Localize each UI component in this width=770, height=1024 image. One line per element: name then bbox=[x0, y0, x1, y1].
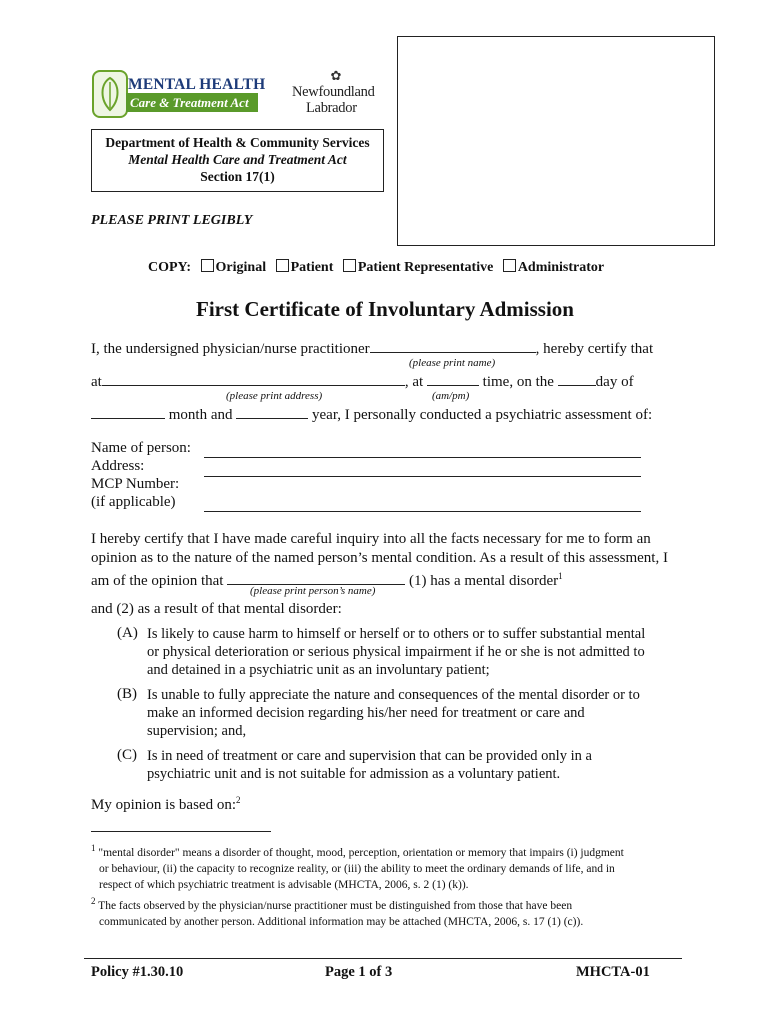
footer-divider bbox=[84, 958, 682, 959]
mental-health-act-logo bbox=[92, 70, 266, 116]
certify-text: year, I personally conducted a psychiatric assessment of: bbox=[312, 407, 653, 423]
logo-text-line2: Care & Treatment Act bbox=[126, 93, 258, 112]
practitioner-name-field[interactable] bbox=[370, 339, 536, 353]
item-c bbox=[147, 747, 677, 783]
certify-text: at bbox=[91, 374, 102, 390]
pitcher-plant-icon: ✿ bbox=[330, 68, 342, 83]
address-field[interactable] bbox=[102, 372, 405, 386]
day-field[interactable] bbox=[558, 372, 596, 386]
footnote-ref-1: 1 bbox=[558, 571, 563, 581]
certify-text: day of bbox=[595, 374, 634, 390]
checkbox-patient-representative[interactable] bbox=[343, 259, 356, 272]
mcp-label: MCP Number: bbox=[91, 476, 180, 492]
footnote-ref-2: 2 bbox=[236, 795, 241, 805]
opinion-line-1: I hereby certify that I have made careful inquiry into all the facts necessary for me to form an bbox=[91, 531, 651, 547]
copy-label: COPY: bbox=[148, 260, 192, 275]
item-a bbox=[147, 625, 677, 679]
opinion-basis bbox=[91, 791, 681, 815]
form-title: First Certificate of Involuntary Admission bbox=[196, 297, 574, 321]
opinion-text: am of the opinion that bbox=[91, 573, 224, 589]
certify-text: , at bbox=[404, 374, 424, 390]
item-b-line: make an informed decision regarding his/her need for treatment or care and bbox=[147, 705, 585, 721]
certify-line-3 bbox=[91, 405, 652, 424]
hint-ampm: (am/pm) bbox=[432, 390, 470, 402]
footnote-2 bbox=[91, 893, 691, 930]
address-label: Address: bbox=[91, 458, 145, 474]
certify-text: month and bbox=[168, 407, 233, 423]
province-logo-line2: Labrador bbox=[306, 100, 357, 116]
person-name-field[interactable] bbox=[204, 457, 641, 458]
opinion-line-2: opinion as to the nature of the named person’s mental condition. As a result of this assessment, I bbox=[91, 549, 668, 566]
leaf-icon bbox=[92, 70, 128, 118]
copy-option-administrator: Administrator bbox=[517, 260, 605, 275]
province-logo bbox=[292, 68, 382, 114]
item-b-line: supervision; and, bbox=[147, 723, 247, 739]
certify-text: , hereby certify that bbox=[535, 341, 654, 357]
item-b bbox=[147, 686, 677, 740]
page-number: Page 1 of 3 bbox=[325, 964, 393, 980]
opinion-basis-text: My opinion is based on: bbox=[91, 797, 236, 813]
certify-line-1 bbox=[91, 339, 653, 358]
item-letter-b: (B) bbox=[117, 686, 137, 702]
section-number: Section 17(1) bbox=[200, 169, 275, 184]
checkbox-administrator[interactable] bbox=[503, 259, 516, 272]
opinion-line-4: and (2) as a result of that mental disorder: bbox=[91, 601, 342, 617]
item-c-line: psychiatric unit and is not suitable for admission as a voluntary patient. bbox=[147, 766, 561, 782]
opinion-text: (1) has a mental disorder bbox=[408, 573, 559, 589]
time-field[interactable] bbox=[427, 372, 479, 386]
policy-number: Policy #1.30.10 bbox=[91, 964, 184, 980]
item-a-line: and detained in a psychiatric unit as an involuntary patient; bbox=[147, 662, 490, 678]
footnote-1-line: "mental disorder" means a disorder of thought, mood, perception, orientation or memory that impairs (i) judgment bbox=[98, 846, 624, 859]
certify-text: I, the undersigned physician/nurse practitioner bbox=[91, 341, 370, 357]
logo-text-line1: MENTAL HEALTH bbox=[128, 76, 266, 93]
footnote-2-mark: 2 bbox=[91, 896, 96, 906]
mcp-number-field[interactable] bbox=[204, 511, 641, 512]
copy-option-patient: Patient bbox=[290, 260, 334, 275]
opinion-line-3 bbox=[91, 567, 681, 591]
stamp-box bbox=[397, 36, 715, 246]
department-box bbox=[91, 129, 384, 192]
print-legibly-note: PLEASE PRINT LEGIBLY bbox=[91, 213, 253, 228]
footnote-1-line: respect of which psychiatric treatment is advisable (MHCTA, 2006, s. 2 (1) (k)). bbox=[99, 878, 469, 891]
person-address-field[interactable] bbox=[204, 476, 641, 477]
footnote-1 bbox=[91, 840, 691, 893]
certify-line-2 bbox=[91, 372, 634, 391]
item-a-line: or physical deterioration or serious physical impairment if he or she is not admitted to bbox=[147, 644, 645, 660]
act-name: Mental Health Care and Treatment Act bbox=[128, 152, 347, 167]
patient-name-field[interactable] bbox=[227, 571, 405, 585]
footnote-2-line: The facts observed by the physician/nurse practitioner must be distinguished from those that have been bbox=[98, 899, 573, 912]
item-letter-a: (A) bbox=[117, 625, 138, 641]
checkbox-original[interactable] bbox=[201, 259, 214, 272]
year-field[interactable] bbox=[236, 405, 308, 419]
hint-person-name: (please print person’s name) bbox=[250, 585, 376, 597]
item-c-line: Is in need of treatment or care and supervision that can be provided only in a bbox=[147, 748, 592, 764]
province-logo-line1: Newfoundland bbox=[292, 84, 375, 100]
footnote-2-line: communicated by another person. Additional information may be attached (MHCTA, 2006, s. 17 (1) (c)). bbox=[99, 915, 584, 928]
footnote-divider bbox=[91, 831, 271, 832]
form-code: MHCTA-01 bbox=[576, 964, 650, 980]
item-letter-c: (C) bbox=[117, 747, 137, 763]
copy-option-original: Original bbox=[215, 260, 267, 275]
hint-name: (please print name) bbox=[409, 357, 496, 369]
certify-text: time, on the bbox=[482, 374, 554, 390]
item-b-line: Is unable to fully appreciate the nature and consequences of the mental disorder or to bbox=[147, 687, 640, 703]
footnote-1-mark: 1 bbox=[91, 843, 96, 853]
hint-address: (please print address) bbox=[226, 390, 323, 402]
department-name: Department of Health & Community Services bbox=[105, 135, 370, 150]
copy-options bbox=[148, 259, 604, 276]
month-field[interactable] bbox=[91, 405, 165, 419]
mcp-note: (if applicable) bbox=[91, 494, 176, 510]
copy-option-patient-representative: Patient Representative bbox=[357, 260, 494, 275]
footnote-1-line: or behaviour, (ii) the capacity to recognize reality, or (iii) the ability to meet the ordinary demands of life, and in bbox=[99, 862, 615, 875]
name-label: Name of person: bbox=[91, 440, 191, 456]
checkbox-patient[interactable] bbox=[276, 259, 289, 272]
item-a-line: Is likely to cause harm to himself or herself or to others or to suffer substantial mental bbox=[147, 626, 646, 642]
